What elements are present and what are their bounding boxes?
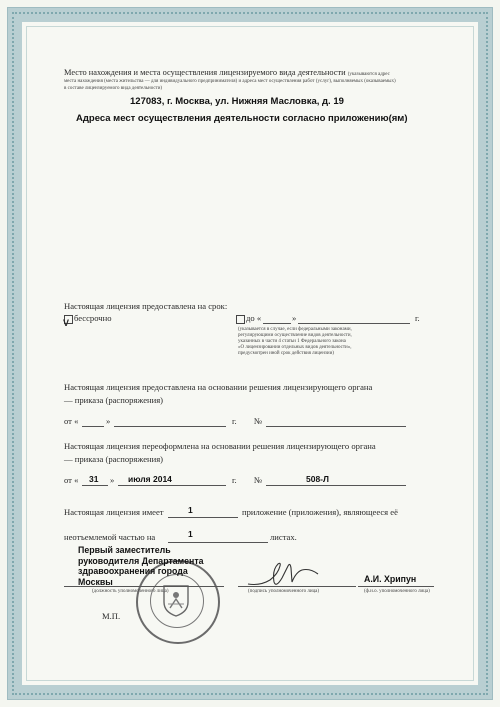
name-line [358, 586, 434, 587]
until-close-quote: » [292, 313, 297, 323]
basis-month-line [114, 426, 226, 427]
appendix-line1-a: Настоящая лицензия имеет [64, 507, 164, 517]
basis-year: г. [232, 416, 237, 426]
position-line [64, 586, 224, 587]
reissue-year: г. [232, 475, 237, 485]
address-heading [64, 68, 444, 78]
reissue-month-line [118, 485, 226, 486]
signer-position-4: Москвы [78, 576, 113, 587]
signer-position-2: руководителя Департамента [78, 555, 204, 566]
reissue-number: 508-Л [306, 474, 329, 484]
appendix-count-line-2 [168, 542, 268, 543]
addresses-note: Адреса мест осуществления деятельности согласно приложению(ям) [76, 113, 408, 124]
signer-position-3: здравоохранения города [78, 566, 188, 576]
reissue-month-year: июля 2014 [128, 474, 172, 484]
address-heading-note-2: места нахождения (места жительства — для индивидуального предпринимателя) и адреса мест осуществления работ (услуг), выполняемых (оказываемых) [64, 79, 396, 84]
basis-number-line [266, 426, 406, 427]
address-heading-note-3: в составе лицензируемого вида деятельности) [64, 86, 163, 91]
reissue-number-label: № [254, 475, 263, 485]
signer-position-1: Первый заместитель [78, 545, 171, 555]
signer-name: А.И. Хрипун [364, 574, 417, 584]
checkbox-mark: V [63, 318, 70, 328]
basis-close-quote: » [106, 416, 111, 426]
term-note-2: регулирующими осуществление видов деятельности, [238, 333, 352, 338]
appendix-line2-a: неотъемлемой частью на [64, 532, 156, 542]
appendix-count-1: 1 [188, 505, 193, 515]
moscow-coat-of-arms-icon [158, 582, 194, 618]
appendix-count-2: 1 [188, 529, 193, 539]
appendix-line2-b: листах. [270, 532, 297, 542]
reissue-day: 31 [89, 474, 99, 484]
basis-day-line [82, 426, 104, 427]
until-year: г. [415, 313, 420, 323]
reissue-from: от « [64, 475, 79, 485]
position-caption: (должность уполномоченного лица) [92, 589, 169, 594]
until-prefix: до « [246, 313, 262, 323]
basis-number-label: № [254, 416, 263, 426]
signature-line [238, 586, 356, 587]
until-month-line [298, 323, 410, 324]
term-note-1: (указывается в случае, если федеральными законами, [238, 327, 352, 332]
basis-heading-2: — приказа (распоряжения) [64, 395, 164, 405]
address-heading-note-1: (указываются адрес [347, 72, 390, 77]
term-note-5: предусмотрен иной срок действия лицензии) [238, 351, 334, 356]
until-day-line [263, 323, 291, 324]
term-note [238, 327, 438, 357]
basis-from: от « [64, 416, 79, 426]
indefinite-label: бессрочно [74, 313, 112, 323]
reissue-close-quote: » [110, 475, 115, 485]
appendix-count-line-1 [168, 517, 238, 518]
reissue-heading-2: — приказа (распоряжения) [64, 454, 164, 464]
signature-caption: (подпись уполномоченного лица) [248, 589, 320, 594]
reissue-day-line [82, 485, 108, 486]
term-note-4: «О лицензировании отдельных видов деятельности», [238, 345, 352, 350]
appendix-line1-b: приложение (приложения), являющееся её [242, 507, 398, 517]
basis-heading-1: Настоящая лицензия предоставлена на основании решения лицензирующего органа [64, 382, 373, 392]
reissue-heading-1: Настоящая лицензия переоформлена на основании решения лицензирующего органа [64, 441, 376, 451]
seal-place-label: М.П. [102, 611, 121, 621]
name-caption: (ф.и.о. уполномоченного лица) [364, 589, 430, 594]
address-heading-main: Место нахождения и места осуществления лицензируемого вида деятельности [64, 68, 346, 77]
signer-position [78, 545, 204, 587]
reissue-number-line [266, 485, 406, 486]
until-checkbox[interactable] [236, 315, 245, 324]
term-note-3: указанных в части 4 статьи 1 Федерального закона [238, 339, 346, 344]
license-address: 127083, г. Москва, ул. Нижняя Масловка, д. 19 [130, 96, 344, 107]
term-heading: Настоящая лицензия предоставлена на срок: [64, 301, 228, 311]
